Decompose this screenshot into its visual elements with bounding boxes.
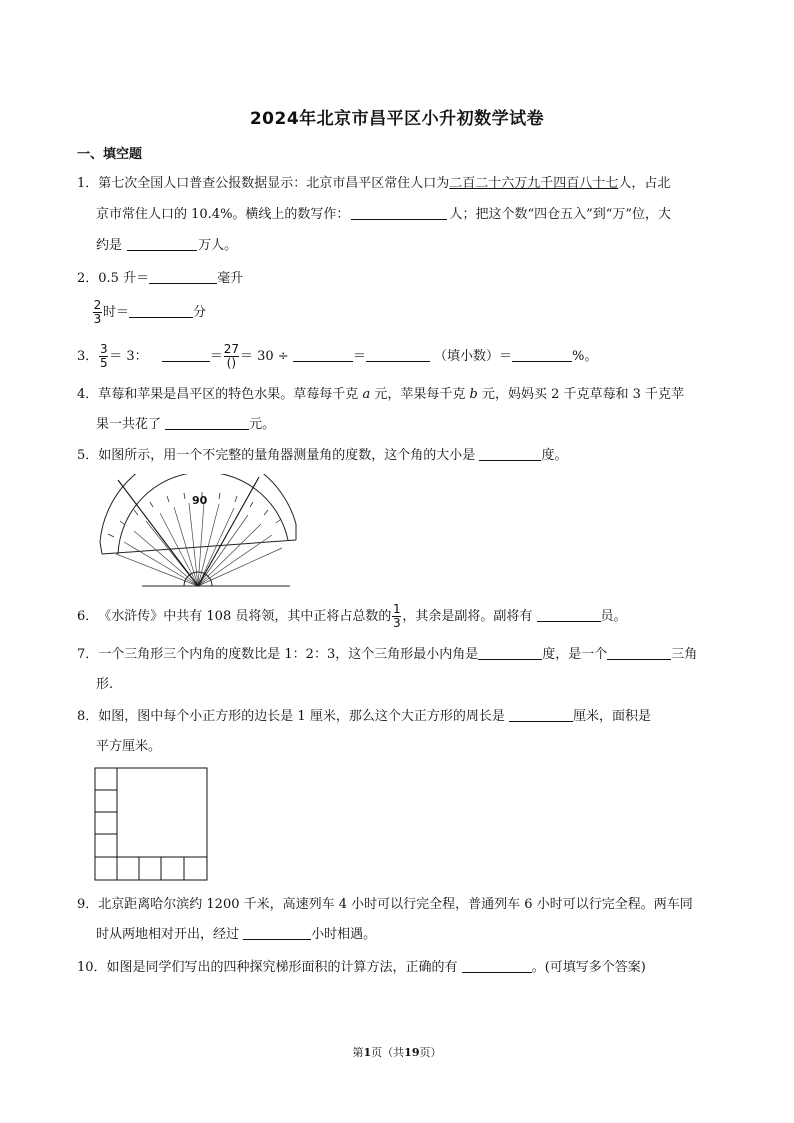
question-text: 京市常住人口的 10.4%。横线上的数写作： — [96, 207, 350, 222]
question-number: 2． — [77, 271, 99, 286]
fraction-denominator: 3 — [393, 616, 401, 630]
answer-blank[interactable] — [165, 415, 249, 430]
fraction — [99, 343, 108, 370]
question-number: 3． — [77, 349, 99, 364]
answer-blank[interactable] — [127, 236, 197, 251]
fraction-denominator: 5 — [99, 356, 108, 370]
question-text: ＝ — [209, 349, 223, 364]
question-1-line-2 — [96, 200, 736, 229]
footer-text: 页（共 — [371, 1046, 405, 1059]
question-number: 4． — [77, 387, 99, 402]
question-9 — [77, 890, 727, 919]
answer-blank[interactable] — [607, 645, 671, 660]
page-title: 2024年北京市昌平区小升初数学试卷 — [249, 109, 545, 129]
question-number: 1． — [77, 176, 99, 191]
question-1-line-3 — [96, 231, 237, 260]
fraction-numerator: 1 — [393, 602, 401, 616]
section-title: 一、填空题 — [77, 147, 143, 162]
question-2-line-2 — [92, 298, 206, 327]
question-text: 如图是同学们写出的四种探究梯形面积的计算方法，正确的有 — [106, 960, 458, 975]
question-text: 度。 — [541, 448, 568, 463]
answer-blank[interactable] — [462, 958, 532, 973]
variable-a: a — [362, 387, 371, 402]
question-text: 形. — [96, 677, 114, 692]
question-number: 8． — [77, 709, 99, 724]
page-footer — [0, 1044, 794, 1060]
question-8 — [77, 702, 727, 731]
answer-blank[interactable] — [129, 303, 193, 318]
page-number: 1 — [363, 1046, 372, 1059]
underlined-number-words: 二百二十六万九千四百八十七 — [449, 176, 619, 191]
question-7-line-2 — [96, 670, 113, 699]
question-text: ＝ 3： — [109, 349, 148, 364]
question-2 — [77, 264, 243, 293]
answer-blank[interactable] — [366, 347, 430, 362]
answer-blank[interactable] — [479, 446, 541, 461]
question-text: 一个三角形三个内角的度数比是 1：2：3，这个三角形最小内角是 — [98, 647, 479, 662]
question-9-line-2 — [96, 920, 376, 949]
footer-text: 第 — [352, 1046, 364, 1059]
fraction-numerator: 2 — [93, 298, 102, 312]
answer-blank[interactable] — [351, 205, 447, 220]
fraction — [224, 343, 239, 370]
question-text: ，其余是副将。副将有 — [402, 609, 533, 624]
question-text: 三角 — [671, 647, 698, 662]
question-text: 平方厘米。 — [96, 739, 162, 754]
question-text: 度，是一个 — [542, 647, 608, 662]
question-number: 9． — [77, 897, 99, 912]
question-text: 毫升 — [217, 271, 244, 286]
question-text: 分 — [193, 305, 207, 320]
fraction-denominator: () — [226, 356, 237, 370]
square-figure — [94, 767, 210, 883]
question-5 — [77, 441, 567, 470]
question-8-line-2 — [96, 732, 161, 761]
question-text: %。 — [572, 349, 598, 364]
question-text: 草莓和苹果是昌平区的特色水果。草莓每千克 — [98, 387, 359, 402]
question-text: 时从两地相对开出，经过 — [96, 927, 240, 942]
question-3 — [77, 342, 597, 371]
fraction-denominator: 3 — [93, 312, 102, 326]
fraction — [93, 299, 102, 326]
protractor-figure — [94, 474, 302, 592]
question-text: 《水浒传》中共有 108 员将领，其中正将占总数的 — [98, 609, 392, 624]
question-1 — [77, 169, 727, 198]
question-7 — [77, 640, 727, 669]
question-number: 6． — [77, 609, 99, 624]
question-text: 元，苹果每千克 — [374, 387, 466, 402]
question-number: 10． — [77, 960, 107, 975]
question-text: 时＝ — [103, 305, 130, 320]
question-text: ＝ — [352, 349, 366, 364]
question-text: 。(可填写多个答案) — [531, 960, 646, 975]
question-text: 万人。 — [198, 238, 238, 253]
fraction-numerator: 3 — [99, 342, 108, 356]
question-text: 厘米，面积是 — [572, 709, 651, 724]
answer-blank[interactable] — [509, 707, 573, 722]
question-text: 约是 — [96, 238, 123, 253]
answer-blank[interactable] — [149, 269, 217, 284]
question-text: 人；把这个数“四仓五入”到“万”位，大 — [449, 207, 672, 222]
question-text: （填小数）＝ — [433, 349, 512, 364]
question-text: 小时相遇。 — [311, 927, 377, 942]
question-text: ＝ 30 ÷ — [239, 349, 289, 364]
answer-blank[interactable] — [243, 925, 311, 940]
answer-blank[interactable] — [162, 347, 210, 362]
answer-blank[interactable] — [293, 347, 353, 362]
question-text: 元，妈妈买 2 千克草莓和 3 千克苹 — [481, 387, 685, 402]
answer-blank[interactable] — [512, 347, 572, 362]
question-4 — [77, 380, 727, 409]
footer-text: 页） — [419, 1046, 442, 1059]
fraction — [392, 603, 401, 630]
total-pages: 19 — [404, 1046, 420, 1059]
protractor-90-label: 90 — [192, 494, 208, 507]
question-text: 0.5 升＝ — [98, 271, 150, 286]
question-text: 第七次全国人口普查公报数据显示：北京市昌平区常住人口为 — [98, 176, 450, 191]
question-text: 员。 — [600, 609, 627, 624]
question-text: 人，占北 — [618, 176, 671, 191]
question-number: 7． — [77, 647, 99, 662]
variable-b: b — [469, 387, 478, 402]
fraction-numerator: 27 — [223, 342, 239, 356]
question-6 — [77, 602, 627, 631]
question-text: 北京距离哈尔滨约 1200 千米，高速列车 4 小时可以行完全程，普通列车 6 小时可以行完全程。两车同 — [98, 897, 693, 912]
question-text: 果一共花了 — [96, 417, 162, 432]
question-text: 如图所示，用一个不完整的量角器测量角的度数，这个角的大小是 — [98, 448, 476, 463]
question-text: 如图，图中每个小正方形的边长是 1 厘米，那么这个大正方形的周长是 — [98, 709, 505, 724]
question-number: 5． — [77, 448, 99, 463]
question-text: 元。 — [249, 417, 276, 432]
answer-blank[interactable] — [478, 645, 542, 660]
answer-blank[interactable] — [537, 607, 601, 622]
question-10 — [77, 953, 727, 982]
question-4-line-2 — [96, 410, 275, 439]
